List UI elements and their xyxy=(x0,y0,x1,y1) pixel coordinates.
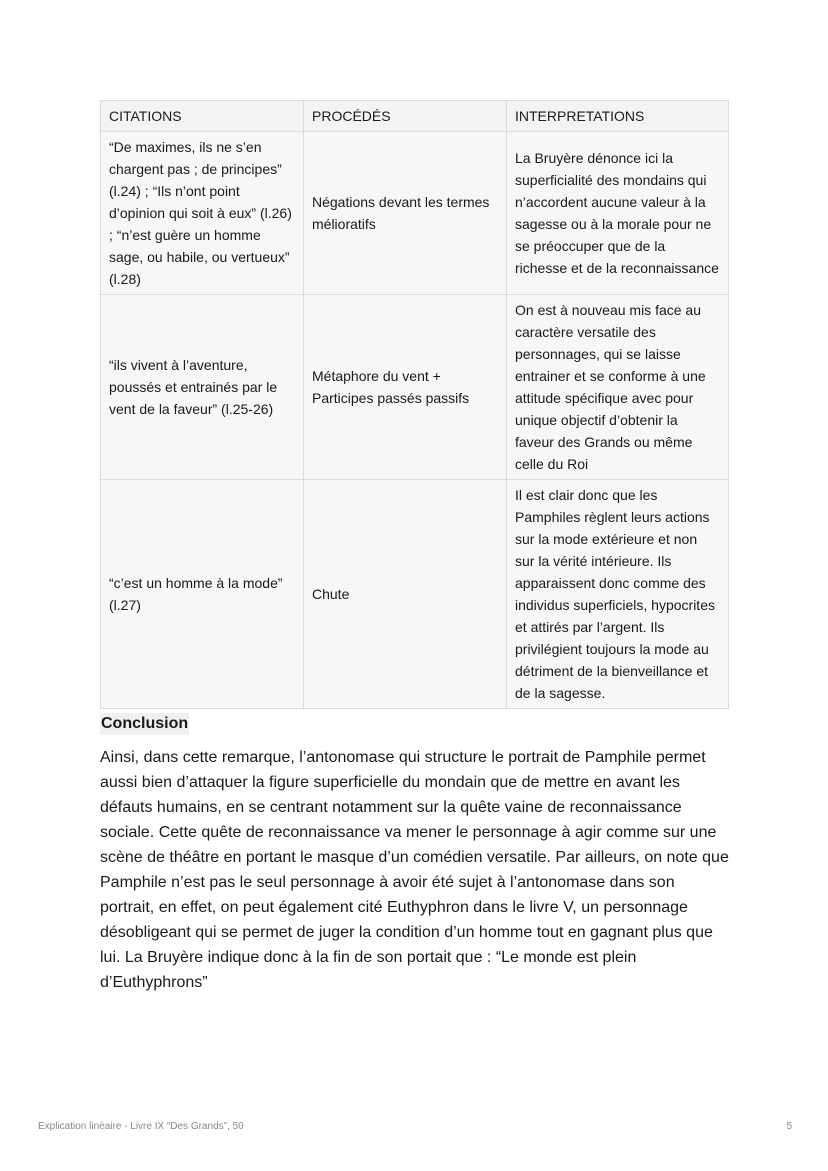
citation-cell: “c’est un homme à la mode” (l.27) xyxy=(101,480,304,709)
procede-cell: Métaphore du vent + Participes passés passifs xyxy=(304,295,507,480)
procede-cell: Chute xyxy=(304,480,507,709)
table-row xyxy=(101,295,729,480)
table-row xyxy=(101,132,729,295)
header-interpretations: INTERPRETATIONS xyxy=(507,101,729,132)
conclusion-heading: Conclusion xyxy=(100,713,189,735)
procede-cell: Négations devant les termes mélioratifs xyxy=(304,132,507,295)
table-row xyxy=(101,480,729,709)
interpretation-cell: Il est clair donc que les Pamphiles règlent leurs actions sur la mode extérieure et non sur la vérité intérieure. Ils apparaissent donc comme des individus superficiels, hypocrites et attirés par l’argent. Ils privilégient toujours la mode au détriment de la bienveillance et de la sagesse. xyxy=(507,480,729,709)
interpretation-cell: La Bruyère dénonce ici la superficialité des mondains qui n’accordent aucune valeur à la sagesse ou à la morale pour ne se préoccuper que de la richesse et de la reconnaissance xyxy=(507,132,729,295)
header-citations: CITATIONS xyxy=(101,101,304,132)
citation-cell: “ils vivent à l’aventure, poussés et entrainés par le vent de la faveur” (l.25-26) xyxy=(101,295,304,480)
conclusion-paragraph: Ainsi, dans cette remarque, l’antonomase qui structure le portrait de Pamphile permet aussi bien d’attaquer la figure superficielle du mondain que de mettre en avant les défauts humains, en se centrant notamment sur la quête vaine de reconnaissance sociale. Cette quête de reconnaissance va mener le personnage à agir comme sur une scène de théâtre en portant le masque d’un comédien versatile. Par ailleurs, on note que Pamphile n’est pas le seul personnage à avoir été sujet à l’antonomase dans son portrait, en effet, on peut également cité Euthyphron dans le livre V, un personnage désobligeant qui se permet de juger la condition d’un homme tout en gagnant plus que lui. La Bruyère indique donc à la fin de son portait que : “Le monde est plein d’Euthyphrons” xyxy=(100,749,729,991)
footer-document-title: Explication linéaire - Livre IX “Des Grands”, 50 xyxy=(38,1121,244,1132)
table-header-row xyxy=(101,101,729,132)
citation-cell: “De maximes, ils ne s’en chargent pas ; de principes” (l.24) ; “Ils n’ont point d’opinion qui soit à eux” (l.26) ; “n’est guère un homme sage, ou habile, ou vertueux” (l.28) xyxy=(101,132,304,295)
analysis-table xyxy=(100,100,729,709)
header-procedes: PROCÉDÉS xyxy=(304,101,507,132)
page-number: 5 xyxy=(786,1121,792,1132)
interpretation-cell: On est à nouveau mis face au caractère versatile des personnages, qui se laisse entrainer et se conforme à une attitude spécifique avec pour unique objectif d’obtenir la faveur des Grands ou même celle du Roi xyxy=(507,295,729,480)
